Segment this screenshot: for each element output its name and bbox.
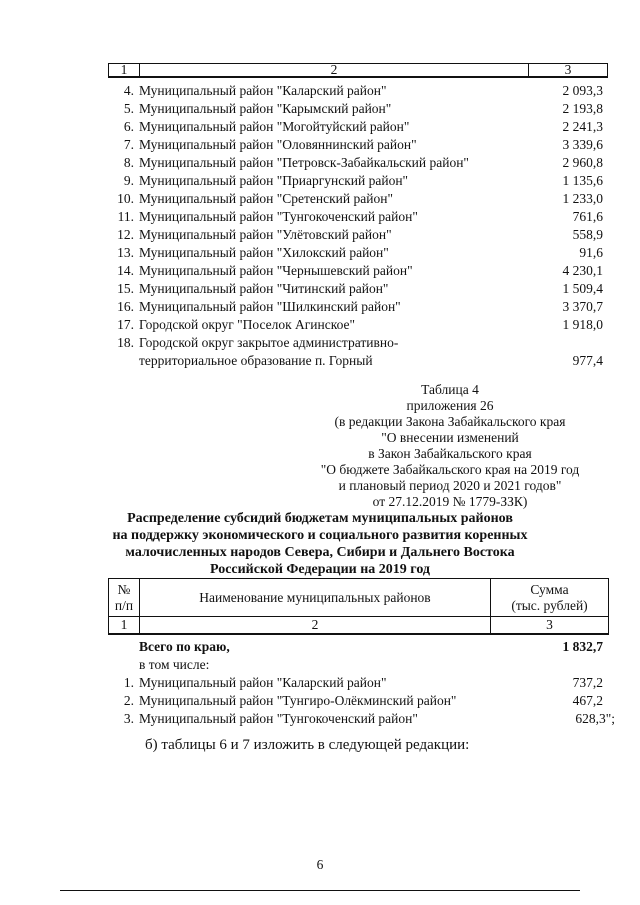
row-value: 2 193,8 xyxy=(562,101,603,116)
row-number: 11. xyxy=(117,209,134,224)
row-value: 1 233,0 xyxy=(562,191,603,206)
table-row xyxy=(108,316,603,334)
row-name: Муниципальный район "Оловяннинский район" xyxy=(139,137,417,152)
total-row xyxy=(108,638,603,656)
col-sum-header xyxy=(491,579,609,617)
row-number: 5. xyxy=(123,101,134,116)
row-value: 1 509,4 xyxy=(562,281,603,296)
table-row xyxy=(108,262,603,280)
row-value: 628,3"; xyxy=(575,711,615,726)
table-row xyxy=(108,118,603,136)
row-name: Муниципальный район "Хилокский район" xyxy=(139,245,389,260)
subsidy-table-header xyxy=(108,578,609,635)
top-header-col-1: 1 xyxy=(109,64,140,76)
table-row xyxy=(108,208,603,226)
row-name: Муниципальный район "Каларский район" xyxy=(139,83,387,98)
including-label: в том числе: xyxy=(139,657,210,672)
row-number: 10. xyxy=(117,191,134,206)
row-value: 1 918,0 xyxy=(562,317,603,332)
row-number: 18. xyxy=(117,335,134,350)
row-number: 15. xyxy=(117,281,134,296)
row-number: 1. xyxy=(123,675,134,690)
row-number: 17. xyxy=(117,317,134,332)
instruction-text: б) таблицы 6 и 7 изложить в следующей редакции: xyxy=(145,737,470,753)
table-row xyxy=(108,136,603,154)
title-line: малочисленных народов Севера, Сибири и Дальнего Востока xyxy=(125,545,515,560)
top-header-col-2: 2 xyxy=(140,64,529,76)
row-name: Муниципальный район "Тунгиро-Олёкминский район" xyxy=(139,693,457,708)
col-sum-line-2: (тыс. рублей) xyxy=(511,597,588,613)
title-line: Российской Федерации на 2019 год xyxy=(209,562,430,577)
table-row xyxy=(108,226,603,244)
row-value: 3 370,7 xyxy=(562,299,603,314)
row-value: 1 135,6 xyxy=(562,173,603,188)
row-number: 12. xyxy=(117,227,134,242)
row-name: Муниципальный район "Сретенский район" xyxy=(139,191,393,206)
caption-line: Таблица 4 xyxy=(421,382,479,397)
row-name-line-1: Городской округ закрытое административно- xyxy=(139,335,399,350)
total-label: Всего по краю, xyxy=(139,639,230,654)
row-name-line-2: территориальное образование п. Горный xyxy=(139,353,373,368)
col-sum-line-1: Сумма xyxy=(530,581,569,597)
row-number: 4. xyxy=(123,83,134,98)
col-number-line-2: п/п xyxy=(114,597,134,613)
row-name: Муниципальный район "Петровск-Забайкальский район" xyxy=(139,155,469,170)
table-row xyxy=(108,710,615,728)
row-number: 8. xyxy=(123,155,134,170)
including-row xyxy=(108,656,603,674)
table-row xyxy=(108,280,603,298)
caption-line: и плановый период 2020 и 2021 годов" xyxy=(338,478,562,493)
top-header-col-3: 3 xyxy=(564,62,572,77)
row-number: 16. xyxy=(117,299,134,314)
table-row xyxy=(108,692,603,710)
caption-line: "О внесении изменений xyxy=(381,430,519,445)
caption-line: от 27.12.2019 № 1779-ЗЗК) xyxy=(372,494,528,509)
title-line: на поддержку экономического и социального развития коренных xyxy=(112,528,528,543)
row-name: Муниципальный район "Могойтуйский район" xyxy=(139,119,410,134)
table-row xyxy=(108,190,603,208)
row-value: 558,9 xyxy=(572,227,603,242)
row-value: 737,2 xyxy=(572,675,603,690)
col-name-header: Наименование муниципальных районов xyxy=(140,579,491,617)
page-number: 6 xyxy=(316,857,324,872)
row-number: 2. xyxy=(123,693,134,708)
table-row xyxy=(108,298,603,316)
idx-col-2: 2 xyxy=(140,617,491,635)
row-value: 977,4 xyxy=(572,353,603,368)
row-value: 2 960,8 xyxy=(562,155,603,170)
col-number-header xyxy=(109,579,140,617)
caption-line: "О бюджете Забайкальского края на 2019 год xyxy=(320,462,580,477)
row-number: 3. xyxy=(123,711,134,726)
table-row xyxy=(108,674,603,692)
row-name: Муниципальный район "Улётовский район" xyxy=(139,227,392,242)
title-line: Распределение субсидий бюджетам муниципальных районов xyxy=(127,511,513,526)
row-value: 2 093,3 xyxy=(562,83,603,98)
row-number: 7. xyxy=(123,137,134,152)
table-row xyxy=(108,82,603,100)
row-name: Муниципальный район "Чернышевский район" xyxy=(139,263,413,278)
row-number: 13. xyxy=(117,245,134,260)
table-row xyxy=(108,100,603,118)
row-value: 2 241,3 xyxy=(562,119,603,134)
row-name: Муниципальный район "Тунгокоченский район" xyxy=(139,209,418,224)
row-number: 9. xyxy=(123,173,134,188)
row-value: 3 339,6 xyxy=(562,137,603,152)
total-value: 1 832,7 xyxy=(562,639,603,654)
row-name: Городской округ "Поселок Агинское" xyxy=(139,317,356,332)
top-table-header xyxy=(108,63,608,78)
row-value: 761,6 xyxy=(572,209,603,224)
row-name: Муниципальный район "Приаргунский район" xyxy=(139,173,409,188)
row-value: 467,2 xyxy=(572,693,603,708)
table-row xyxy=(108,154,603,172)
table-row xyxy=(108,334,603,370)
row-value: 91,6 xyxy=(579,245,603,260)
row-name: Муниципальный район "Карымский район" xyxy=(139,101,392,116)
row-number: 14. xyxy=(117,263,134,278)
idx-col-3: 3 xyxy=(491,617,609,635)
caption-line: приложения 26 xyxy=(406,398,494,413)
row-value: 4 230,1 xyxy=(562,263,603,278)
table-row xyxy=(108,244,603,262)
table-row xyxy=(108,172,603,190)
row-name: Муниципальный район "Тунгокоченский район" xyxy=(139,711,418,726)
idx-col-1: 1 xyxy=(109,617,140,635)
row-name: Муниципальный район "Каларский район" xyxy=(139,675,387,690)
col-number-line-1: № xyxy=(117,581,131,597)
caption-line: в Закон Забайкальского края xyxy=(368,446,532,461)
row-number: 6. xyxy=(123,119,134,134)
row-name: Муниципальный район "Читинский район" xyxy=(139,281,389,296)
caption-line: (в редакции Закона Забайкальского края xyxy=(334,414,566,429)
footer-divider xyxy=(60,890,580,891)
row-name: Муниципальный район "Шилкинский район" xyxy=(139,299,401,314)
